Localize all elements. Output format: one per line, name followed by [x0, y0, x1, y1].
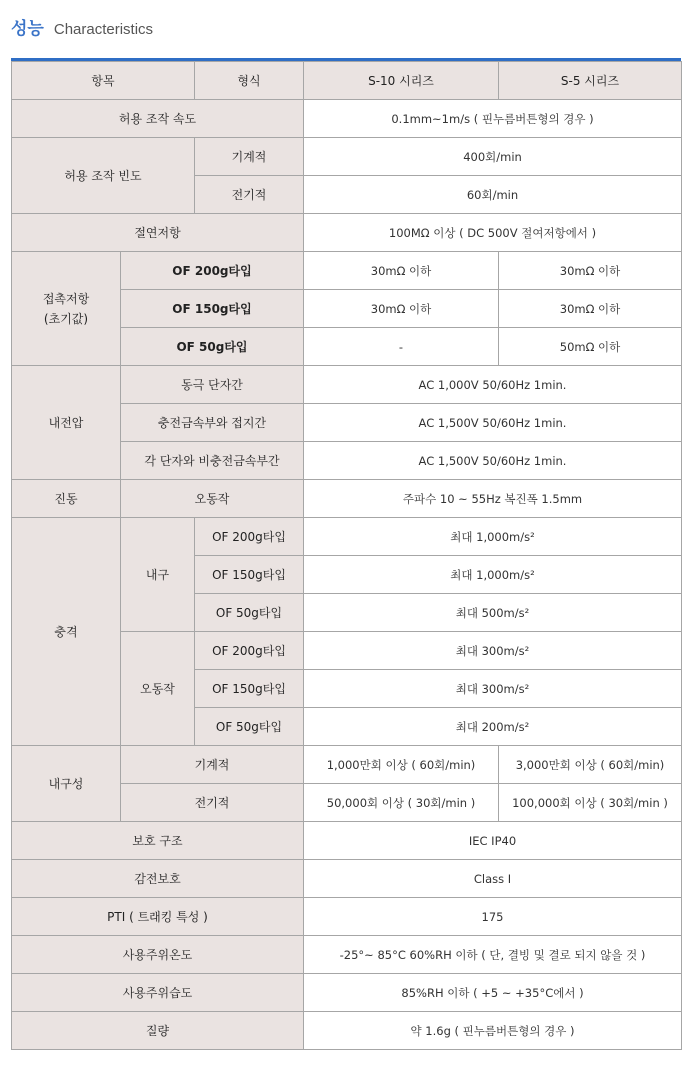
table-row [12, 214, 682, 252]
value-contact-200-s10: 30mΩ 이하 [304, 252, 499, 290]
sub-label-shock-dur-150: OF 150g타입 [195, 556, 304, 594]
col-header-type: 형식 [195, 62, 304, 100]
table-header-row [12, 62, 682, 100]
value-contact-150-s10: 30mΩ 이하 [304, 290, 499, 328]
table-row [12, 518, 682, 556]
value-shock-mal-50: 최대 200m/s² [304, 708, 682, 746]
contact-label-line1: 접촉저항 [42, 291, 90, 306]
row-label-shock: 충격 [12, 518, 121, 746]
row-label-endurance: 내구성 [12, 746, 121, 822]
sub-label-shock-mal-150: OF 150g타입 [195, 670, 304, 708]
sub-label-shock-dur-50: OF 50g타입 [195, 594, 304, 632]
section-header [11, 14, 153, 40]
value-ambient-temp: -25°~ 85°C 60%RH 이하 ( 단, 결빙 및 결로 되지 않을 것 ) [304, 936, 682, 974]
table-row [12, 746, 682, 784]
sub-label-contact-200: OF 200g타입 [121, 252, 304, 290]
sub-label-contact-50: OF 50g타입 [121, 328, 304, 366]
characteristics-table [11, 61, 682, 1050]
value-freq-mech: 400회/min [304, 138, 682, 176]
table-row [12, 480, 682, 518]
row-label-allow-freq: 허용 조작 빈도 [12, 138, 195, 214]
row-label-contact [12, 252, 121, 366]
sub-label-dielectric-3: 각 단자와 비충전금속부간 [121, 442, 304, 480]
value-contact-50-s5: 50mΩ 이하 [499, 328, 682, 366]
value-vibration: 주파수 10 ~ 55Hz 복진폭 1.5mm [304, 480, 682, 518]
value-endurance-mech-s5: 3,000만회 이상 ( 60회/min) [499, 746, 682, 784]
value-endurance-elec-s5: 100,000회 이상 ( 30회/min ) [499, 784, 682, 822]
col-header-s5: S-5 시리즈 [499, 62, 682, 100]
value-shock-protection: Class I [304, 860, 682, 898]
sub-label-shock-dur-200: OF 200g타입 [195, 518, 304, 556]
sub-label-dielectric-2: 충전금속부와 접지간 [121, 404, 304, 442]
row-label-allow-speed: 허용 조작 속도 [12, 100, 304, 138]
table-row [12, 860, 682, 898]
sub-label-shock-durability: 내구 [121, 518, 195, 632]
sub-label-freq-elec: 전기적 [195, 176, 304, 214]
value-contact-200-s5: 30mΩ 이하 [499, 252, 682, 290]
section-title-ko: 성능 [11, 19, 44, 39]
sub-label-shock-mal-50: OF 50g타입 [195, 708, 304, 746]
table-row [12, 1012, 682, 1050]
row-label-protection: 보호 구조 [12, 822, 304, 860]
row-label-weight: 질량 [12, 1012, 304, 1050]
table-row [12, 974, 682, 1012]
contact-label-line2: (초기값) [43, 311, 89, 326]
row-label-ambient-temp: 사용주위온도 [12, 936, 304, 974]
sub-label-shock-mal-200: OF 200g타입 [195, 632, 304, 670]
value-dielectric-3: AC 1,500V 50/60Hz 1min. [304, 442, 682, 480]
value-shock-dur-50: 최대 500m/s² [304, 594, 682, 632]
table-row [12, 100, 682, 138]
row-label-ambient-humidity: 사용주위습도 [12, 974, 304, 1012]
table-row [12, 822, 682, 860]
value-insulation: 100MΩ 이상 ( DC 500V 절여저항에서 ) [304, 214, 682, 252]
value-shock-mal-150: 최대 300m/s² [304, 670, 682, 708]
table-row [12, 138, 682, 176]
value-protection: IEC IP40 [304, 822, 682, 860]
value-pti: 175 [304, 898, 682, 936]
sub-label-contact-150: OF 150g타입 [121, 290, 304, 328]
table-row [12, 252, 682, 290]
row-label-pti: PTI ( 트래킹 특성 ) [12, 898, 304, 936]
table-row [12, 936, 682, 974]
value-endurance-mech-s10: 1,000만회 이상 ( 60회/min) [304, 746, 499, 784]
col-header-item: 항목 [12, 62, 195, 100]
col-header-s10: S-10 시리즈 [304, 62, 499, 100]
value-dielectric-1: AC 1,000V 50/60Hz 1min. [304, 366, 682, 404]
table-row [12, 898, 682, 936]
value-endurance-elec-s10: 50,000회 이상 ( 30회/min ) [304, 784, 499, 822]
sub-label-endurance-mech: 기계적 [121, 746, 304, 784]
value-contact-150-s5: 30mΩ 이하 [499, 290, 682, 328]
row-label-dielectric: 내전압 [12, 366, 121, 480]
section-title-en: Characteristics [53, 21, 154, 38]
row-label-insulation: 절연저항 [12, 214, 304, 252]
sub-label-freq-mech: 기계적 [195, 138, 304, 176]
value-contact-50-s10: - [304, 328, 499, 366]
value-freq-elec: 60회/min [304, 176, 682, 214]
table-row [12, 366, 682, 404]
sub-label-dielectric-1: 동극 단자간 [121, 366, 304, 404]
value-shock-dur-200: 최대 1,000m/s² [304, 518, 682, 556]
value-weight: 약 1.6g ( 핀누름버튼형의 경우 ) [304, 1012, 682, 1050]
value-ambient-humidity: 85%RH 이하 ( +5 ~ +35°C에서 ) [304, 974, 682, 1012]
value-shock-dur-150: 최대 1,000m/s² [304, 556, 682, 594]
value-dielectric-2: AC 1,500V 50/60Hz 1min. [304, 404, 682, 442]
value-allow-speed: 0.1mm~1m/s ( 핀누름버튼형의 경우 ) [304, 100, 682, 138]
row-label-shock-protection: 감전보호 [12, 860, 304, 898]
row-label-vibration: 진동 [12, 480, 121, 518]
value-shock-mal-200: 최대 300m/s² [304, 632, 682, 670]
sub-label-vibration: 오동작 [121, 480, 304, 518]
sub-label-endurance-elec: 전기적 [121, 784, 304, 822]
sub-label-shock-malfunction: 오동작 [121, 632, 195, 746]
